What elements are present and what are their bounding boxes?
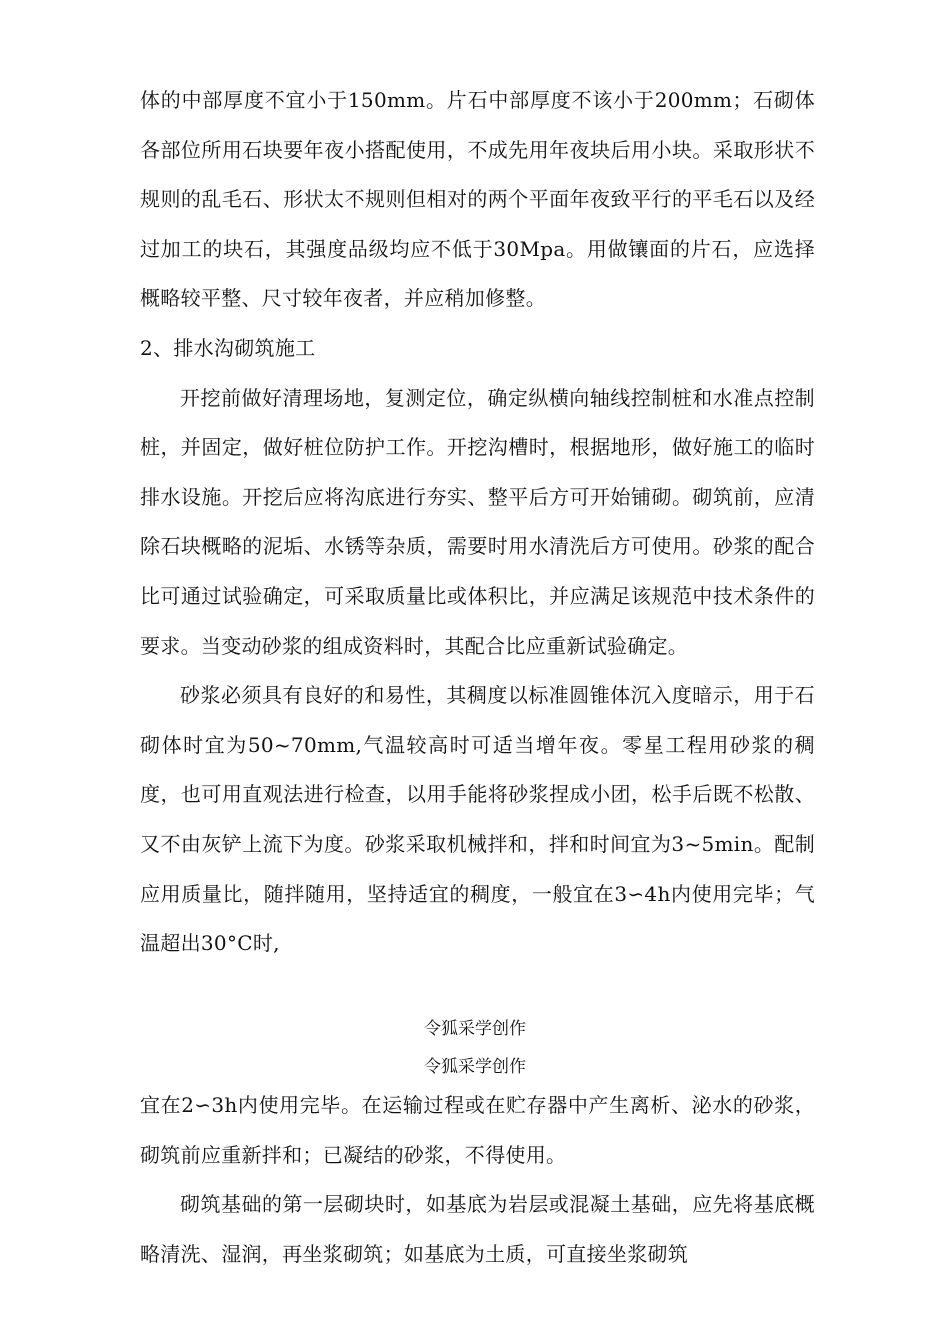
- author-footer: 令狐采学创作: [424, 1019, 526, 1039]
- paragraph-continued-stone-thickness: 体的中部厚度不宜小于150mm。片石中部厚度不该小于200mm；石砌体各部位所用石块要年夜小搭配使用，不成先用年夜块后用小块。采取形状不规则的乱毛石、形状太不规则但相对的两个平面年夜致平行的平毛石以及经过加工的块石，其强度品级均应不低于30Mpa。用做镶面的片石，应选择概略较平整、尺寸较年夜者，并应稍加修整。: [140, 88, 815, 311]
- section-heading-drainage-ditch: 2、排水沟砌筑施工: [140, 335, 316, 360]
- body-text-upper: [140, 76, 815, 969]
- paragraph-continued-mortar-usage: 宜在2∽3h内使用完毕。在运输过程或在贮存器中产生离析、泌水的砂浆，砌筑前应重新拌和；已凝结的砂浆，不得使用。: [140, 1093, 815, 1167]
- paragraph-foundation-masonry: 砌筑基础的第一层砌块时，如基底为岩层或混凝土基础，应先将基底概略清洗、湿润，再坐浆砌筑；如基底为土质，可直接坐浆砌筑: [140, 1192, 815, 1266]
- paragraph-excavation: 开挖前做好清理场地，复测定位，确定纵横向轴线控制桩和水准点控制桩，并固定，做好桩位防护工作。开挖沟槽时，根据地形，做好施工的临时排水设施。开挖后应将沟底进行夯实、整平后方可开始铺砌。砌筑前，应清除石块概略的泥垢、水锈等杂质，需要时用水清洗后方可使用。砂浆的配合比可通过试验确定，可采取质量比或体积比，并应满足该规范中技术条件的要求。当变动砂浆的组成资料时，其配合比应重新试验确定。: [140, 385, 815, 658]
- body-text-lower: [140, 1081, 815, 1279]
- paragraph-mortar-consistency: 砂浆必须具有良好的和易性，其稠度以标准圆锥体沉入度暗示，用于石砌体时宜为50~70mm,气温较高时可适当增年夜。零星工程用砂浆的稠度，也可用直观法进行检查，以用手能将砂浆捏成小团，松手后既不松散、又不由灰铲上流下为度。砂浆采取机械拌和，拌和时间宜为3~5min。配制应用质量比，随拌随用，坚持适宜的稠度，一般宜在3∽4h内使用完毕；气温超出30°C时,: [140, 683, 815, 956]
- author-header: 令狐采学创作: [424, 1057, 526, 1077]
